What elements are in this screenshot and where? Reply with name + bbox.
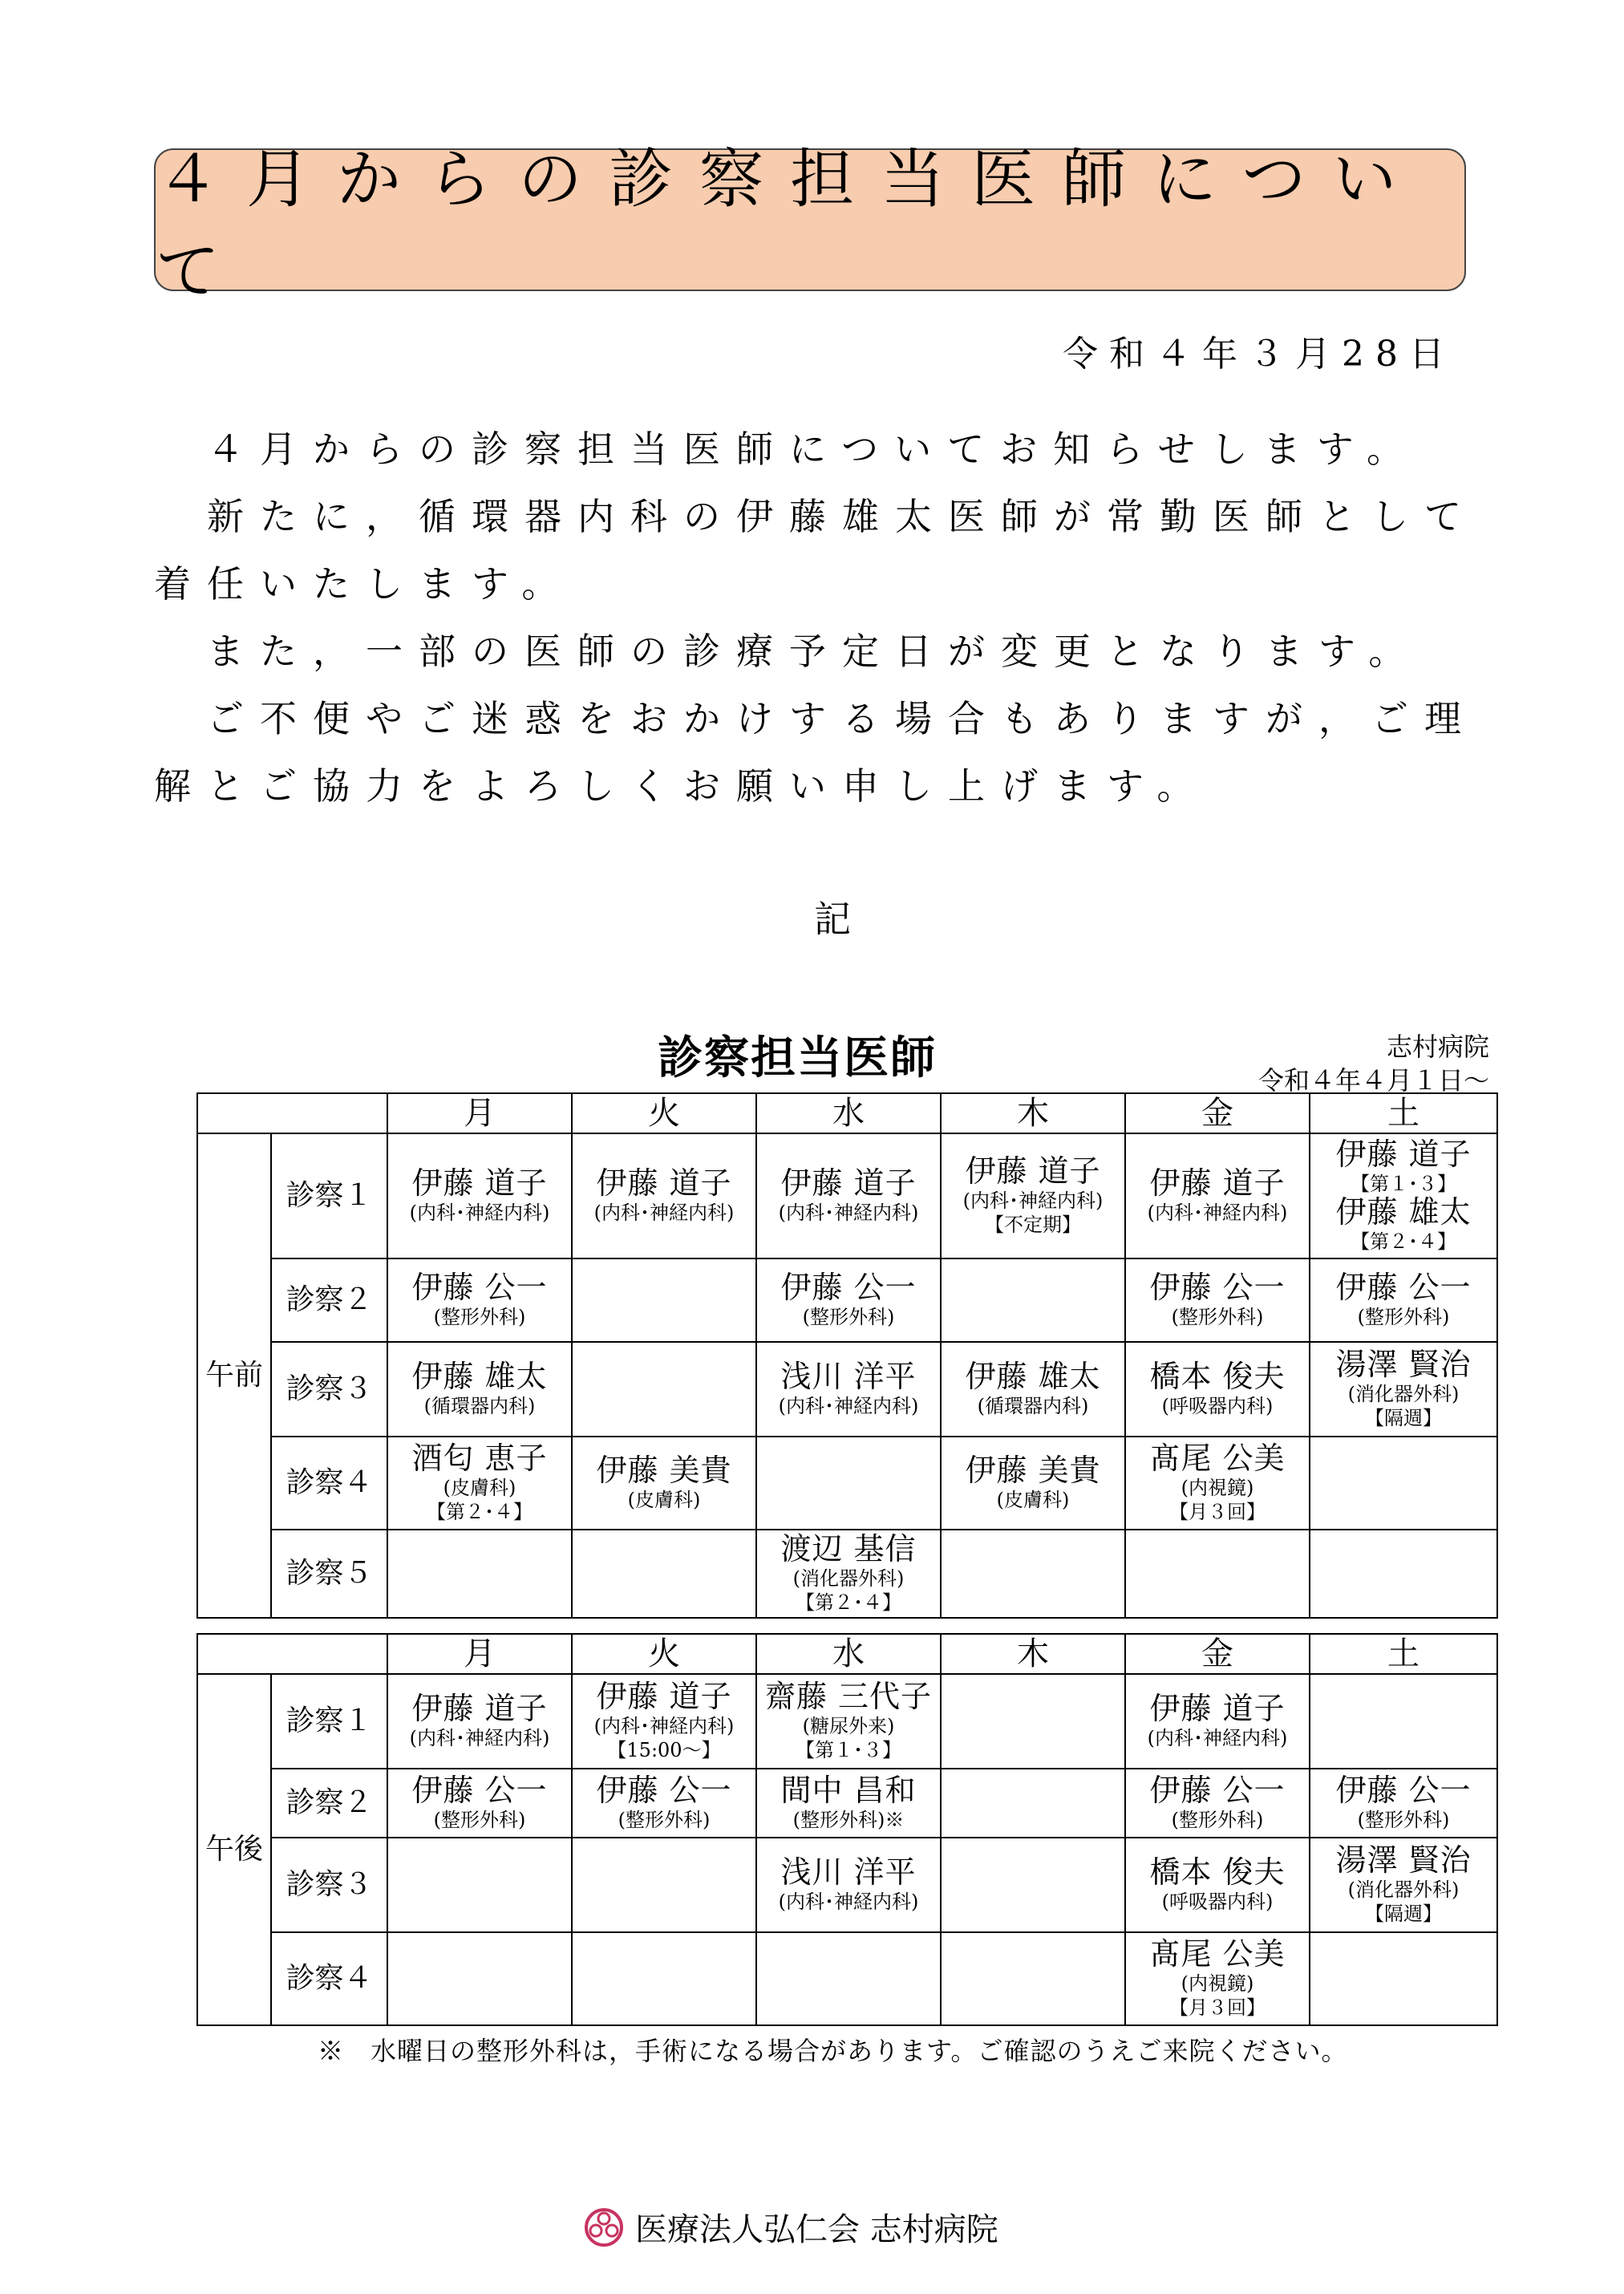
schedule-cell — [1125, 1838, 1310, 1932]
room-label: 診察４ — [271, 1932, 387, 2025]
doctor-name: 渡辺 基信 — [780, 1531, 917, 1567]
schedule-cell — [572, 1258, 756, 1342]
schedule-cell — [572, 1437, 756, 1530]
room-label: 診察３ — [271, 1838, 387, 1932]
body-paragraph: また，一部の医師の診療予定日が変更となります。 — [154, 630, 1422, 673]
day-header: 月 — [387, 1093, 572, 1133]
doctor-note: (循環器内科) — [423, 1394, 536, 1417]
schedule-cell — [387, 1838, 572, 1932]
day-header: 火 — [572, 1634, 756, 1674]
schedule-cell — [941, 1530, 1125, 1618]
doctor-note: (皮膚科) — [443, 1476, 516, 1499]
doctor-note: (皮膚科) — [996, 1488, 1070, 1511]
schedule-cell — [572, 1530, 756, 1618]
ki-heading: 記 — [814, 898, 851, 941]
day-header: 月 — [387, 1634, 572, 1674]
schedule-cell — [387, 1674, 572, 1769]
doctor-name: 伊藤 道子 — [1335, 1137, 1472, 1173]
doctor-note: 【隔週】 — [1365, 1406, 1442, 1429]
doctor-name: 伊藤 雄太 — [1335, 1194, 1472, 1230]
doctor-name: 髙尾 公美 — [1149, 1441, 1286, 1477]
body-paragraph: ４月からの診察担当医師についてお知らせします。 — [154, 428, 1420, 471]
schedule-cell — [756, 1769, 941, 1838]
doctor-note: 【第２･４】 — [427, 1500, 533, 1523]
doctor-note: (内科･神経内科) — [778, 1890, 919, 1913]
doctor-note: 【月３回】 — [1169, 1996, 1266, 2019]
page-title: ４月からの診察担当医師について — [154, 148, 1466, 291]
schedule-cell — [1125, 1530, 1310, 1618]
schedule-cell — [572, 1342, 756, 1437]
doctor-name: 伊藤 公一 — [1149, 1270, 1286, 1306]
schedule-cell — [572, 1932, 756, 2025]
doctor-name: 伊藤 道子 — [1149, 1691, 1286, 1727]
afternoon-schedule-table — [196, 1633, 1498, 2026]
schedule-cell — [1310, 1769, 1497, 1838]
doctor-note: (消化器外科) — [1347, 1878, 1460, 1901]
schedule-cell — [387, 1530, 572, 1618]
doctor-note: (呼吸器内科) — [1161, 1394, 1274, 1417]
schedule-cell — [756, 1932, 941, 2025]
doctor-name: 伊藤 公一 — [1149, 1773, 1286, 1809]
doctor-name: 伊藤 公一 — [780, 1270, 917, 1306]
day-header: 水 — [756, 1634, 941, 1674]
doctor-name: 伊藤 道子 — [965, 1153, 1101, 1190]
table-row — [197, 1932, 1497, 2025]
doctor-note: (循環器内科) — [977, 1394, 1089, 1417]
doctor-note: 【不定期】 — [985, 1213, 1081, 1236]
schedule-cell — [387, 1258, 572, 1342]
doctor-name: 浅川 洋平 — [780, 1359, 917, 1395]
doctor-note: (整形外科) — [802, 1305, 895, 1328]
footer-text: 医療法人弘仁会 志村病院 — [635, 2211, 998, 2248]
footnote: ※ 水曜日の整形外科は，手術になる場合があります。ご確認のうえご来院ください。 — [318, 2036, 1348, 2066]
effective-date: 令和４年４月１日～ — [1257, 1065, 1489, 1096]
doctor-note: (整形外科) — [433, 1808, 526, 1831]
day-header-row — [197, 1093, 1497, 1133]
schedule-cell — [1125, 1674, 1310, 1769]
doctor-name: 酒匂 恵子 — [411, 1441, 548, 1477]
room-label: 診察１ — [271, 1133, 387, 1258]
doctor-note: (内科･神経内科) — [409, 1726, 550, 1749]
schedule-cell — [572, 1674, 756, 1769]
doctor-note: (内視鏡) — [1181, 1476, 1254, 1499]
room-label: 診察３ — [271, 1342, 387, 1437]
doctor-note: (整形外科) — [1357, 1808, 1450, 1831]
doctor-name: 伊藤 公一 — [411, 1773, 548, 1809]
day-header: 木 — [941, 1093, 1125, 1133]
schedule-cell — [1125, 1932, 1310, 2025]
doctor-note: (内科･神経内科) — [962, 1189, 1104, 1212]
schedule-cell — [572, 1838, 756, 1932]
table-row — [197, 1530, 1497, 1618]
notice-date: 令和４年３月28日 — [1063, 334, 1456, 375]
doctor-note: (消化器外科) — [1347, 1382, 1460, 1405]
schedule-cell — [756, 1530, 941, 1618]
day-header: 土 — [1310, 1093, 1497, 1133]
doctor-name: 伊藤 道子 — [411, 1165, 548, 1202]
schedule-cell — [387, 1769, 572, 1838]
day-header-row — [197, 1634, 1497, 1674]
doctor-name: 伊藤 道子 — [596, 1165, 732, 1202]
schedule-cell — [1310, 1342, 1497, 1437]
doctor-note: (内科･神経内科) — [593, 1201, 735, 1224]
doctor-note: 【隔週】 — [1365, 1902, 1442, 1925]
day-header: 金 — [1125, 1634, 1310, 1674]
room-label: 診察２ — [271, 1258, 387, 1342]
doctor-name: 伊藤 道子 — [411, 1691, 548, 1727]
schedule-cell — [1125, 1133, 1310, 1258]
schedule-cell — [1310, 1437, 1497, 1530]
table-row — [197, 1133, 1497, 1258]
table-row — [197, 1838, 1497, 1932]
body-paragraph: 新たに，循環器内科の伊藤雄太医師が常勤医師として着任いたします。 — [154, 495, 1477, 606]
doctor-note: 【第１･３】 — [796, 1738, 901, 1761]
doctor-name: 伊藤 公一 — [1335, 1773, 1472, 1809]
schedule-cell — [941, 1437, 1125, 1530]
schedule-cell — [572, 1133, 756, 1258]
doctor-note: (呼吸器内科) — [1161, 1890, 1274, 1913]
doctor-name: 湯澤 賢治 — [1335, 1347, 1472, 1383]
day-header: 木 — [941, 1634, 1125, 1674]
doctor-note: (内科･神経内科) — [778, 1394, 919, 1417]
session-label: 午前 — [197, 1133, 271, 1618]
schedule-cell — [1125, 1769, 1310, 1838]
schedule-cell — [572, 1769, 756, 1838]
doctor-note: (糖尿外来) — [802, 1714, 895, 1737]
footer — [584, 2204, 998, 2250]
doctor-name: 齋藤 三代子 — [764, 1679, 933, 1715]
session-label: 午後 — [197, 1674, 271, 2025]
doctor-note: 【第２･４】 — [1351, 1230, 1456, 1253]
schedule-cell — [756, 1342, 941, 1437]
schedule-cell — [387, 1437, 572, 1530]
room-label: 診察１ — [271, 1674, 387, 1769]
day-header: 金 — [1125, 1093, 1310, 1133]
schedule-cell — [1310, 1133, 1497, 1258]
schedule-cell — [756, 1133, 941, 1258]
table-row — [197, 1769, 1497, 1838]
doctor-name: 橋本 俊夫 — [1149, 1359, 1286, 1395]
doctor-note: (整形外科)※ — [792, 1808, 905, 1831]
schedule-cell — [756, 1838, 941, 1932]
doctor-name: 伊藤 道子 — [596, 1679, 732, 1715]
morning-schedule-table — [196, 1092, 1498, 1619]
schedule-title: 診察担当医師 — [658, 1032, 937, 1084]
doctor-note: (皮膚科) — [627, 1488, 701, 1511]
schedule-cell — [1310, 1674, 1497, 1769]
room-label: 診察２ — [271, 1769, 387, 1838]
doctor-note: 【第１･３】 — [1351, 1173, 1456, 1195]
schedule-cell — [1125, 1258, 1310, 1342]
doctor-note: (整形外科) — [1171, 1305, 1264, 1328]
hospital-name: 志村病院 — [1386, 1031, 1489, 1062]
doctor-note: (内視鏡) — [1181, 1972, 1254, 1995]
room-label: 診察５ — [271, 1530, 387, 1618]
schedule-cell — [941, 1838, 1125, 1932]
doctor-note: 【第２･４】 — [796, 1591, 901, 1614]
schedule-cell — [1310, 1932, 1497, 2025]
doctor-note: (消化器外科) — [792, 1566, 905, 1590]
table-row — [197, 1674, 1497, 1769]
table-row — [197, 1342, 1497, 1437]
schedule-cell — [387, 1932, 572, 2025]
schedule-cell — [1310, 1530, 1497, 1618]
schedule-cell — [1310, 1258, 1497, 1342]
doctor-name: 湯澤 賢治 — [1335, 1842, 1472, 1879]
doctor-note: (内科･神経内科) — [1147, 1726, 1288, 1749]
room-label: 診察４ — [271, 1437, 387, 1530]
schedule-cell — [1310, 1838, 1497, 1932]
doctor-name: 伊藤 公一 — [596, 1773, 732, 1809]
notice-body — [154, 415, 1477, 820]
doctor-note: (内科･神経内科) — [778, 1201, 919, 1224]
doctor-name: 伊藤 道子 — [780, 1165, 917, 1202]
doctor-name: 伊藤 公一 — [1335, 1270, 1472, 1306]
schedule-cell — [756, 1258, 941, 1342]
doctor-name: 橋本 俊夫 — [1149, 1854, 1286, 1891]
schedule-cell — [941, 1133, 1125, 1258]
doctor-name: 伊藤 美貴 — [965, 1453, 1101, 1489]
doctor-name: 伊藤 雄太 — [411, 1359, 548, 1395]
schedule-cell — [941, 1769, 1125, 1838]
corner-cell — [197, 1634, 387, 1674]
doctor-note: 【15:00～】 — [607, 1738, 721, 1761]
schedule-cell — [1125, 1437, 1310, 1530]
doctor-name: 伊藤 雄太 — [965, 1359, 1101, 1395]
hospital-logo-icon — [584, 2207, 624, 2247]
schedule-cell — [756, 1674, 941, 1769]
day-header: 土 — [1310, 1634, 1497, 1674]
doctor-note: (内科･神経内科) — [409, 1201, 550, 1224]
doctor-name: 間中 昌和 — [780, 1773, 917, 1809]
table-row — [197, 1258, 1497, 1342]
schedule-cell — [941, 1932, 1125, 2025]
doctor-note: (内科･神経内科) — [1147, 1201, 1288, 1224]
day-header: 火 — [572, 1093, 756, 1133]
doctor-note: (整形外科) — [1171, 1808, 1264, 1831]
schedule-cell — [387, 1133, 572, 1258]
corner-cell — [197, 1093, 387, 1133]
day-header: 水 — [756, 1093, 941, 1133]
doctor-name: 髙尾 公美 — [1149, 1936, 1286, 1972]
table-row — [197, 1437, 1497, 1530]
schedule-cell — [941, 1258, 1125, 1342]
doctor-name: 伊藤 美貴 — [596, 1453, 732, 1489]
body-paragraph: ご不便やご迷惑をおかけする場合もありますが，ご理解とご協力をよろしくお願い申し上げます。 — [154, 697, 1477, 808]
schedule-cell — [941, 1674, 1125, 1769]
doctor-name: 伊藤 道子 — [1149, 1165, 1286, 1202]
doctor-note: (整形外科) — [618, 1808, 711, 1831]
schedule-cell — [756, 1437, 941, 1530]
doctor-note: (整形外科) — [433, 1305, 526, 1328]
doctor-name: 伊藤 公一 — [411, 1270, 548, 1306]
doctor-note: 【月３回】 — [1169, 1500, 1266, 1523]
doctor-name: 浅川 洋平 — [780, 1854, 917, 1891]
doctor-note: (整形外科) — [1357, 1305, 1450, 1328]
schedule-cell — [387, 1342, 572, 1437]
doctor-note: (内科･神経内科) — [593, 1714, 735, 1737]
schedule-cell — [941, 1342, 1125, 1437]
schedule-cell — [1125, 1342, 1310, 1437]
